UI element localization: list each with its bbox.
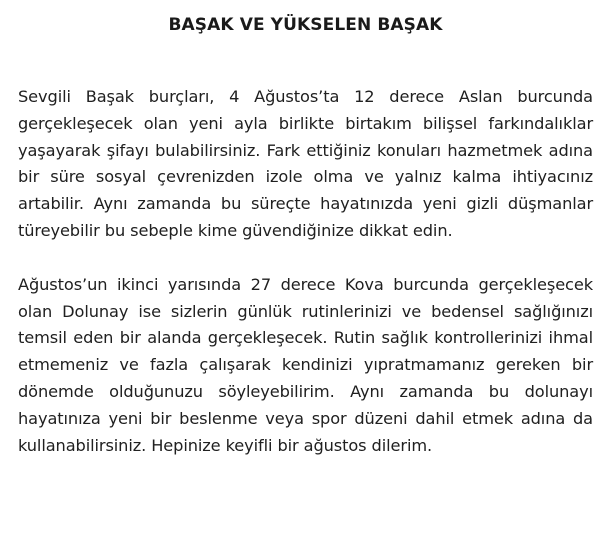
page-title: BAŞAK VE YÜKSELEN BAŞAK	[168, 15, 443, 35]
paragraph-1: Sevgili Başak burçları, 4 Ağustos’ta 12 derece Aslan burcunda gerçekleşecek olan yeni ayla birlikte birtakım bilişsel farkındalıklar yaşayarak şifayı bulabilirsiniz. Fark ettiğiniz konuları hazmetmek adına bir süre sosyal çevrenizden izole olma ve yalnız kalma ihtiyacınız artabilir. Aynı zamanda bu süreçte hayatınızda yeni gizli düşmanlar türeyebilir bu sebeple kime güvendiğinize dikkat edin.	[18, 87, 593, 240]
paragraph-2: Ağustos’un ikinci yarısında 27 derece Kova burcunda gerçekleşecek olan Dolunay ise sizlerin günlük rutinlerinizi ve bedensel sağlığınızı temsil eden bir alanda gerçekleşecek. Rutin sağlık kontrollerinizi ihmal etmemeniz ve fazla çalışarak kendinizi yıpratmamanız gereken bir dönemde olduğunuzu söyleyebilirim. Aynı zamanda bu dolunayı hayatınıza yeni bir beslenme veya spor düzeni dahil etmek adına da kullanabilirsiniz. Hepinize keyifli bir ağustos dilerim.	[18, 274, 593, 455]
